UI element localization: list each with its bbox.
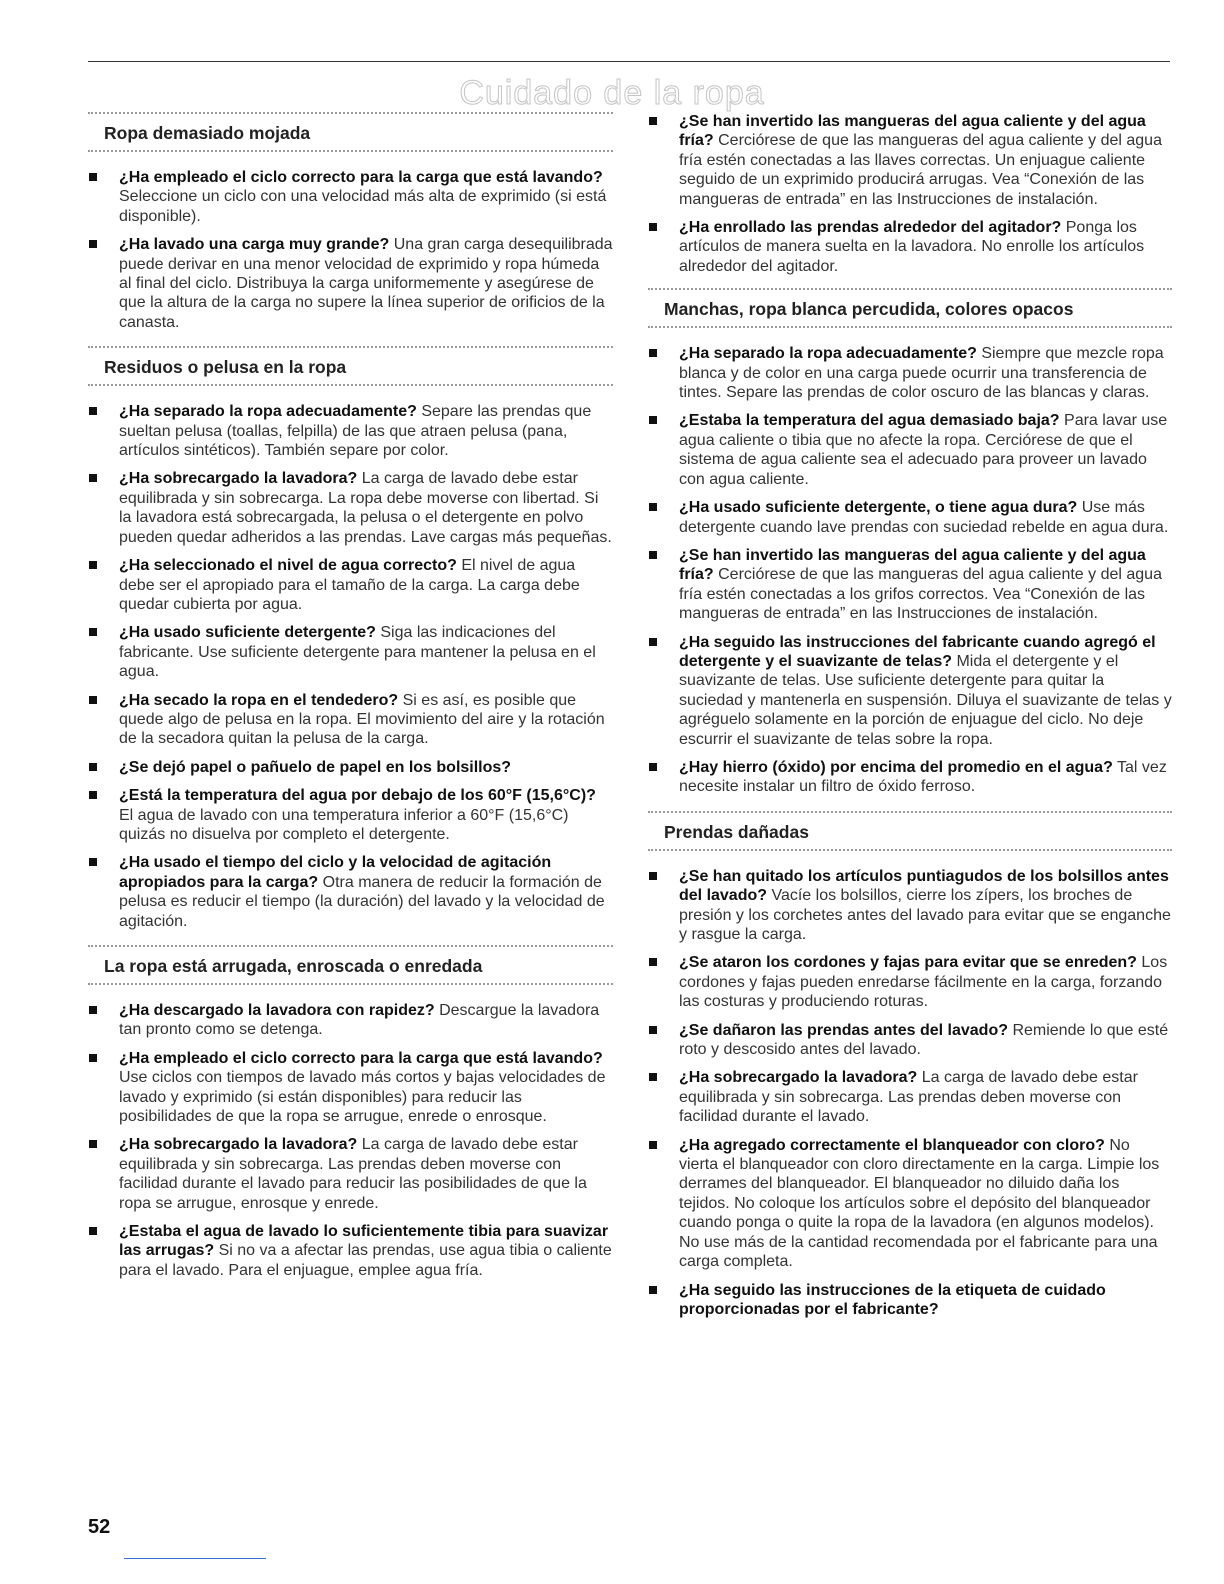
- item-question: ¿Ha agregado correctamente el blanqueador con cloro?: [679, 1136, 1105, 1154]
- item-question: ¿Ha separado la ropa adecuadamente?: [679, 345, 977, 363]
- list-item: [88, 402, 613, 460]
- section-title: Ropa demasiado mojada: [104, 123, 311, 143]
- section-ropa-demasiado-mojada: [88, 112, 613, 332]
- item-answer: Si no va a afectar las prendas, use agua tibia o caliente para el lavado. Para el enjuague, emplee agua fría.: [119, 1242, 612, 1279]
- square-bullet-icon: [89, 858, 97, 866]
- square-bullet-icon: [649, 223, 657, 231]
- square-bullet-icon: [89, 240, 97, 248]
- square-bullet-icon: [89, 173, 97, 181]
- list-item: [648, 546, 1172, 624]
- item-answer: Use más detergente cuando lave prendas con suciedad rebelde en agua dura.: [679, 499, 1169, 536]
- item-answer: Cerciórese de que las mangueras del agua caliente y del agua fría estén conectadas a las llaves correctas. Un enjuague caliente seguido de un exprimido producirá arrugas. Vea “Conexión de las mangueras de entrada” en las Instrucciones de instalación.: [679, 132, 1162, 208]
- section-prendas-danadas: [648, 811, 1172, 1320]
- item-question: ¿Ha sobrecargado la lavadora?: [679, 1069, 918, 1087]
- item-question: ¿Ha empleado el ciclo correcto para la carga que está lavando?: [119, 1049, 603, 1067]
- square-bullet-icon: [89, 628, 97, 636]
- list-item: [648, 867, 1172, 945]
- square-bullet-icon: [649, 551, 657, 559]
- square-bullet-icon: [89, 474, 97, 482]
- item-question: ¿Ha seguido las instrucciones de la etiqueta de cuidado proporcionadas por el fabricante?: [679, 1281, 1106, 1318]
- item-question: ¿Se dejó papel o pañuelo de papel en los bolsillos?: [119, 758, 512, 776]
- square-bullet-icon: [89, 763, 97, 771]
- item-list: [648, 867, 1172, 1320]
- item-question: ¿Ha sobrecargado la lavadora?: [119, 1136, 358, 1154]
- square-bullet-icon: [89, 1227, 97, 1235]
- item-question: ¿Ha enrollado las prendas alrededor del agitador?: [679, 219, 1062, 237]
- list-item: [648, 498, 1172, 537]
- list-item: [648, 344, 1172, 402]
- section-header: [88, 945, 613, 985]
- section-header: [88, 112, 613, 152]
- square-bullet-icon: [89, 1140, 97, 1148]
- square-bullet-icon: [649, 872, 657, 880]
- item-answer: El agua de lavado con una temperatura inferior a 60°F (15,6°C) quizás no disuelva por completo el detergente.: [119, 806, 569, 843]
- item-answer: Tal vez necesite instalar un filtro de óxido ferroso.: [679, 758, 1167, 796]
- item-answer: Use ciclos con tiempos de lavado más cortos y bajas velocidades de lavado y exprimido (si están disponibles) para reducir las posibilidades de que la ropa se arrugue, enrede o enrosque.: [119, 1069, 606, 1126]
- item-question: ¿Ha descargado la lavadora con rapidez?: [119, 1002, 435, 1019]
- list-item: [88, 1001, 613, 1040]
- item-question: ¿Se han quitado los artículos puntiagudos de los bolsillos antes del lavado?: [679, 867, 1169, 905]
- item-question: ¿Ha sobrecargado la lavadora?: [119, 470, 358, 488]
- square-bullet-icon: [649, 1073, 657, 1081]
- item-list: [648, 344, 1172, 797]
- item-answer: Remiende lo que esté roto y descosido antes del lavado.: [679, 1021, 1169, 1059]
- square-bullet-icon: [649, 1026, 657, 1034]
- square-bullet-icon: [649, 763, 657, 771]
- item-list: [88, 1001, 613, 1280]
- section-ropa-arrugada: [88, 945, 613, 1280]
- section-residuos-pelusa: [88, 346, 613, 931]
- item-question: ¿Ha lavado una carga muy grande?: [119, 236, 390, 254]
- item-question: ¿Ha usado suficiente detergente, o tiene agua dura?: [679, 499, 1078, 517]
- item-answer: Siga las indicaciones del fabricante. Use suficiente detergente para mantener la pelusa en el agua.: [119, 624, 596, 681]
- list-item: [88, 786, 613, 844]
- square-bullet-icon: [89, 1054, 97, 1062]
- square-bullet-icon: [649, 349, 657, 357]
- list-item: [88, 1222, 613, 1280]
- list-item: [648, 633, 1172, 749]
- square-bullet-icon: [89, 561, 97, 569]
- list-item: [88, 1135, 613, 1213]
- list-item: [88, 758, 613, 777]
- item-answer: La carga de lavado debe estar equilibrada y sin sobrecarga. Las prendas deben moverse con facilidad durante el lavado.: [679, 1069, 1138, 1126]
- list-item: [648, 758, 1172, 797]
- item-question: ¿Se han invertido las mangueras del agua caliente y del agua fría?: [679, 546, 1146, 584]
- item-answer: Mida el detergente y el suavizante de telas. Use suficiente detergente para quitar la suciedad y mantenerla en suspensión. Diluya el suavizante de telas y agréguelo solamente en la porción de enjuague del ciclo. No deje escurrir el suavizante de telas sobre la ropa.: [679, 652, 1172, 748]
- list-item: [88, 469, 613, 547]
- square-bullet-icon: [89, 407, 97, 415]
- square-bullet-icon: [649, 638, 657, 646]
- item-answer: Seleccione un ciclo con una velocidad más alta de exprimido (si está disponible).: [119, 188, 607, 225]
- list-item: [88, 853, 613, 931]
- list-item: [88, 235, 613, 332]
- square-bullet-icon: [649, 503, 657, 511]
- list-item: [648, 411, 1172, 489]
- continued-item-list: [648, 112, 1172, 276]
- square-bullet-icon: [649, 958, 657, 966]
- item-answer: No vierta el blanqueador con cloro directamente en la carga. Limpie los derrames del blanqueador. El blanqueador no diluido daña los tejidos. No coloque los artículos sobre el depósito del blanqueador cuando ponga o quite la ropa de la lavadora (en algunos modelos). No use más de la cantidad recomendada por el fabricante para una carga completa.: [679, 1136, 1160, 1271]
- item-question: ¿Hay hierro (óxido) por encima del promedio en el agua?: [679, 758, 1113, 776]
- section-title: Prendas dañadas: [664, 821, 809, 842]
- square-bullet-icon: [649, 1141, 657, 1149]
- bottom-link-line: [124, 1558, 266, 1559]
- list-item: [88, 168, 613, 226]
- square-bullet-icon: [89, 791, 97, 799]
- list-item: [648, 218, 1172, 276]
- list-item: [648, 1136, 1172, 1272]
- section-title: Residuos o pelusa en la ropa: [104, 357, 347, 378]
- item-question: ¿Estaba la temperatura del agua demasiado baja?: [679, 412, 1060, 430]
- item-answer: Separe las prendas que sueltan pelusa (toallas, felpilla) de las que atraen pelusa (pana, artículos sintéticos). También separe por color.: [119, 403, 592, 460]
- list-item: [648, 1281, 1172, 1320]
- list-item: [648, 112, 1172, 209]
- list-item: [88, 1049, 613, 1127]
- item-question: ¿Ha secado la ropa en el tendedero?: [119, 691, 399, 709]
- item-answer: La carga de lavado debe estar equilibrada y sin sobrecarga. Las prendas deben moverse con facilidad durante el lavado para reducir las posibilidades de que la ropa se arrugue, enrosque y enrede.: [119, 1136, 587, 1212]
- item-question: ¿Ha separado la ropa adecuadamente?: [119, 403, 417, 421]
- item-list: [88, 402, 613, 931]
- section-title: La ropa está arrugada, enroscada o enredada: [104, 956, 483, 976]
- list-item: [88, 623, 613, 681]
- right-column: [648, 108, 1172, 1333]
- item-question: ¿Se dañaron las prendas antes del lavado?: [679, 1021, 1008, 1039]
- list-item: [648, 953, 1172, 1011]
- square-bullet-icon: [89, 696, 97, 704]
- list-item: [648, 1021, 1172, 1060]
- page-number: 52: [88, 1516, 111, 1538]
- page-title: Cuidado de la ropa: [459, 74, 765, 112]
- item-answer: Los cordones y fajas pueden enredarse fácilmente en la carga, forzando las costuras y produciendo roturas.: [679, 954, 1168, 1011]
- top-rule: [88, 61, 1170, 62]
- square-bullet-icon: [649, 416, 657, 424]
- left-column: [88, 108, 613, 1294]
- square-bullet-icon: [649, 117, 657, 125]
- item-question: ¿Ha seguido las instrucciones del fabricante cuando agregó el detergente y el suavizante de telas?: [679, 633, 1156, 670]
- item-question: ¿Se ataron los cordones y fajas para evitar que se enreden?: [679, 954, 1137, 972]
- item-answer: Descargue la lavadora tan pronto como se detenga.: [119, 1002, 600, 1039]
- square-bullet-icon: [89, 1006, 97, 1014]
- item-answer: Para lavar use agua caliente o tibia que no afecte la ropa. Cerciórese de que el sistema de agua caliente sea el adecuado para proveer un lavado con agua caliente.: [679, 412, 1168, 488]
- section-manchas: [648, 288, 1172, 797]
- item-question: ¿Está la temperatura del agua por debajo de los 60°F (15,6°C)?: [119, 787, 596, 805]
- item-answer: Cerciórese de que las mangueras del agua caliente y del agua fría estén conectadas a los grifos correctos. Vea “Conexión de las mangueras de entrada” en las Instrucciones de instalación.: [679, 566, 1162, 623]
- item-answer: Una gran carga desequilibrada puede derivar en una menor velocidad de exprimido y ropa húmeda al final del ciclo. Distribuya la carga uniformemente y asegúrese de que la altura de la carga no supere la línea superior de orificios de la canasta.: [119, 236, 613, 331]
- item-answer: La carga de lavado debe estar equilibrada y sin sobrecarga. La ropa debe moverse con libertad. Si la lavadora está sobrecargada, la pelusa o el detergente en polvo pueden quedar adheridos a las prendas. Lave cargas más pequeñas.: [119, 470, 612, 546]
- item-answer: Vacíe los bolsillos, cierre los zípers, los broches de presión y los corchetes antes del lavado para evitar que se enganche y rasgue la carga.: [679, 887, 1171, 943]
- item-question: ¿Estaba el agua de lavado lo suficientemente tibia para suavizar las arrugas?: [119, 1223, 609, 1260]
- list-item: [88, 691, 613, 749]
- section-title: Manchas, ropa blanca percudida, colores opacos: [664, 299, 1074, 320]
- item-answer: Si es así, es posible que quede algo de pelusa en la ropa. El movimiento del aire y la rotación de la secadora quitan la pelusa de la carga.: [119, 691, 605, 748]
- square-bullet-icon: [649, 1286, 657, 1294]
- item-question: ¿Ha empleado el ciclo correcto para la carga que está lavando?: [119, 169, 603, 186]
- item-answer: El nivel de agua debe ser el apropiado para el tamaño de la carga. La carga debe quedar cubierta por agua.: [119, 557, 580, 613]
- section-header: [88, 346, 613, 386]
- item-question: ¿Se han invertido las mangueras del agua caliente y del agua fría?: [679, 113, 1146, 150]
- item-answer: Ponga los artículos de manera suelta en la lavadora. No enrolle los artículos alrededor del agitador.: [679, 219, 1145, 275]
- list-item: [88, 556, 613, 614]
- item-question: ¿Ha usado el tiempo del ciclo y la velocidad de agitación apropiados para la carga?: [119, 854, 552, 891]
- list-item: [648, 1068, 1172, 1126]
- item-answer: Otra manera de reducir la formación de pelusa es reducir el tiempo (la duración) del lavado y la velocidad de agitación.: [119, 873, 605, 930]
- section-header: [648, 288, 1172, 328]
- section-header: [648, 811, 1172, 851]
- item-question: ¿Ha usado suficiente detergente?: [119, 624, 376, 642]
- item-list: [88, 168, 613, 332]
- item-answer: Siempre que mezcle ropa blanca y de color en una carga puede ocurrir una transferencia de tintes. Separe las prendas de color oscuro de las blancas y claras.: [679, 345, 1164, 402]
- item-question: ¿Ha seleccionado el nivel de agua correcto?: [119, 557, 457, 575]
